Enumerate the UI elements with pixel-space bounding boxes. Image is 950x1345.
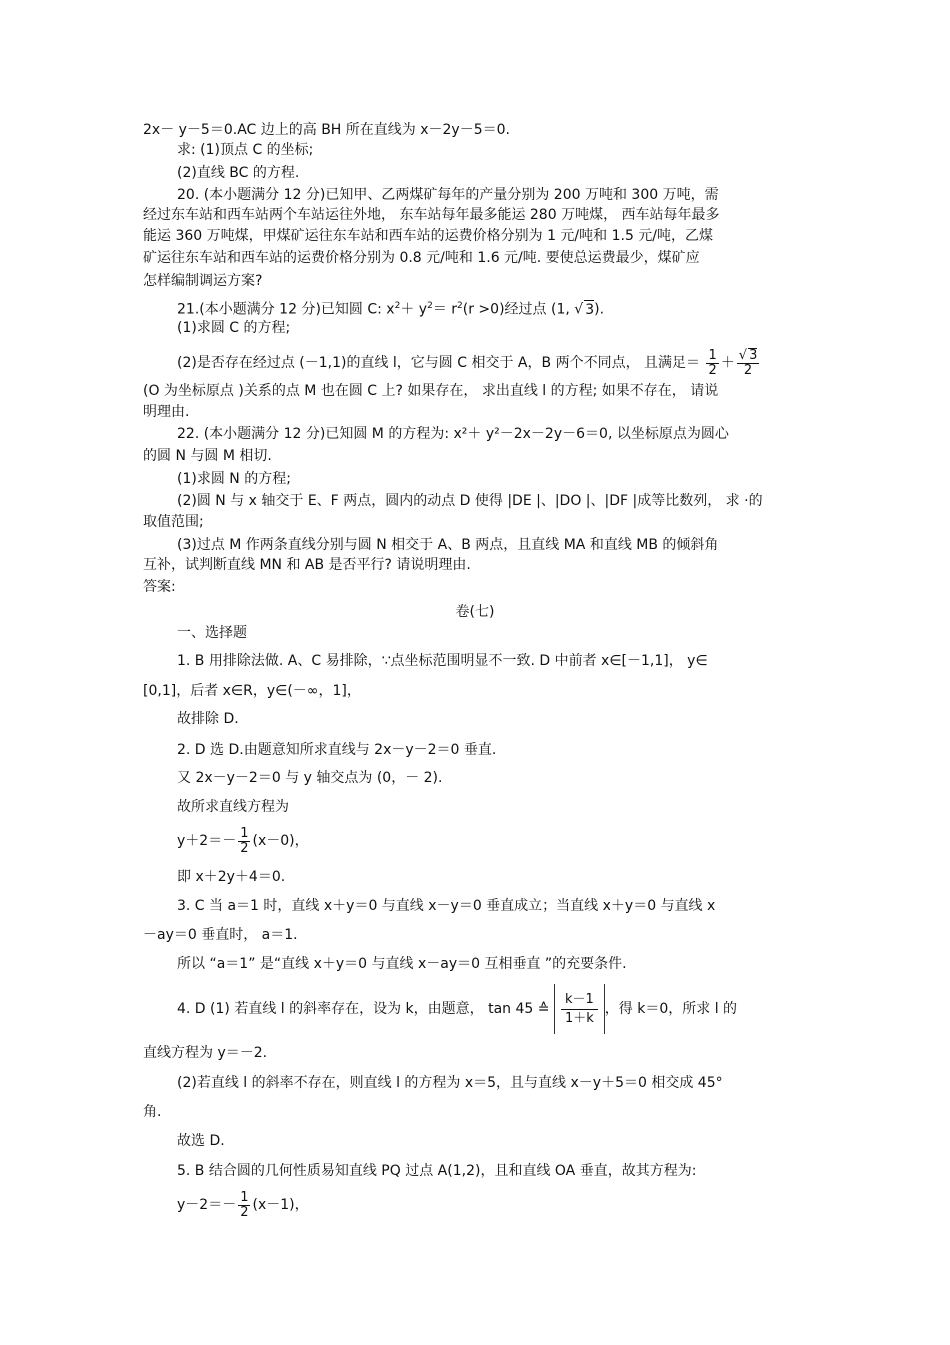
text-line: 明理由. bbox=[143, 404, 190, 420]
text-line: 2x－ y－5＝0.AC 边上的高 BH 所在直线为 x－2y－5＝0. bbox=[143, 122, 510, 138]
fraction bbox=[706, 349, 718, 378]
fraction-denominator: 2 bbox=[743, 363, 753, 378]
text-segment: (2)是否存在经过点 (－1,1)的直线 l，它与圆 C 相交于 A，B 两个不同点， 且满足＝ bbox=[177, 355, 701, 371]
text-line: (2)直线 BC 的方程. bbox=[177, 165, 300, 181]
text-line: 又 2x－y－2＝0 与 y 轴交点为 (0，－ 2). bbox=[177, 770, 443, 786]
text-line: [0,1]，后者 x∈R，y∈(－∞，1]， bbox=[143, 683, 361, 699]
fraction-numerator: 1 bbox=[240, 825, 249, 841]
equation bbox=[177, 826, 309, 856]
text-line: 3. C 当 a＝1 时，直线 x＋y＝0 与直线 x－y＝0 垂直成立；当直线 x＋y＝0 与直线 x bbox=[177, 898, 716, 914]
text-line: 即 x＋2y＋4＝0. bbox=[177, 869, 286, 885]
text-segment: ). bbox=[594, 301, 605, 318]
superscript: 2 bbox=[394, 301, 401, 311]
text-line: 直线方程为 y＝－2. bbox=[143, 1045, 268, 1061]
text-line: 怎样编制调运方案? bbox=[143, 273, 263, 289]
text-line: (O 为坐标原点 )关系的点 M 也在圆 C 上? 如果存在， 求出直线 l 的方程; 如果不存在， 请说 bbox=[143, 383, 719, 399]
section-title: 卷(七) bbox=[455, 604, 495, 620]
fraction-numerator: √ 3 bbox=[738, 348, 758, 363]
text-segment: (x－1)， bbox=[252, 1197, 309, 1213]
text-line: (2)若直线 l 的斜率不存在，则直线 l 的方程为 x＝5，且与直线 x－y＋5＝0 相交成 45° bbox=[177, 1075, 723, 1091]
fraction-denominator: 2 bbox=[240, 1204, 249, 1220]
equation bbox=[177, 984, 737, 1034]
fraction-denominator: 1＋k bbox=[564, 1010, 594, 1026]
equation bbox=[177, 1190, 309, 1220]
text-line: 互补，试判断直线 MN 和 AB 是否平行? 请说明理由. bbox=[143, 557, 471, 573]
superscript: 2 bbox=[427, 301, 433, 311]
fraction-numerator: 1 bbox=[708, 347, 717, 363]
text-line: 一、选择题 bbox=[177, 625, 247, 641]
text-segment: (x－0)， bbox=[252, 833, 309, 849]
text-segment: ，得 k＝0，所求 l 的 bbox=[604, 1001, 738, 1017]
text-segment: 4. D (1) 若直线 l 的斜率存在，设为 k，由题意， tan 45 ≙ bbox=[177, 1001, 550, 1017]
text-line: 2. D 选 D.由题意知所求直线与 2x－y－2＝0 垂直. bbox=[177, 742, 497, 758]
text-line: 矿运往东车站和西车站的运费价格分别为 0.8 元/吨和 1.6 元/吨. 要使总运费最少，煤矿应 bbox=[143, 250, 700, 266]
fraction bbox=[238, 827, 250, 856]
text-segment: ＝ r bbox=[432, 301, 458, 318]
text-line: 1. B 用排除法做. A、C 易排除，∵点坐标范围明显不一致. D 中前者 x∈[－1,1]， y∈ bbox=[177, 653, 708, 669]
fraction bbox=[238, 1191, 250, 1220]
text-line: 20. (本小题满分 12 分)已知甲、乙两煤矿每年的产量分别为 200 万吨和 300 万吨，需 bbox=[177, 187, 719, 203]
text-line: －ay＝0 垂直时， a＝1. bbox=[143, 927, 298, 943]
q21-line1: 21.(本小题满分 12 分)已知圆 C: $x^2+ y^2= r^2(r >0)$经过点 (1, √ 3). bbox=[177, 301, 605, 318]
text-line: 能运 360 万吨煤，甲煤矿运往东车站和西车站的运费价格分别为 1 元/吨和 1.5 元/吨，乙煤 bbox=[143, 228, 714, 244]
text-segment: ＋ y bbox=[400, 301, 428, 318]
text-line: 故所求直线方程为 bbox=[177, 799, 289, 815]
text-line: 经过东车站和西车站两个车站运往外地， 东车站每年最多能运 280 万吨煤， 西车站每年最多 bbox=[143, 207, 720, 223]
sqrt-value: 3 bbox=[749, 348, 758, 363]
fraction bbox=[737, 348, 760, 378]
text-line: 求: (1)顶点 C 的坐标; bbox=[177, 142, 314, 158]
text-line: 角. bbox=[143, 1104, 162, 1120]
text-segment: 21.(本小题满分 12 分)已知圆 C: x bbox=[177, 301, 395, 318]
fraction bbox=[561, 991, 598, 1028]
text-segment: y－2＝－ bbox=[177, 1197, 237, 1213]
fraction-numerator: 1 bbox=[240, 1189, 249, 1205]
text-line: 故排除 D. bbox=[177, 711, 239, 727]
text-line: 22. (本小题满分 12 分)已知圆 M 的方程为: x²＋ y²－2x－2y－6＝0, 以坐标原点为圆心 bbox=[177, 426, 729, 442]
text-segment: (r >0)经过点 (1, bbox=[462, 301, 570, 318]
text-line: (2)圆 N 与 x 轴交于 E、F 两点，圆内的动点 D 使得 |DE |、|DO |、|DF |成等比数列， 求 ·的 bbox=[177, 493, 763, 509]
text-line: (1)求圆 C 的方程; bbox=[177, 320, 291, 336]
fraction-numerator: k－1 bbox=[561, 991, 598, 1010]
absolute-value bbox=[554, 984, 605, 1034]
fraction-denominator: 2 bbox=[708, 362, 717, 378]
text-segment: y＋2＝－ bbox=[177, 833, 237, 849]
text-line: 的圆 N 与圆 M 相切. bbox=[143, 448, 272, 464]
superscript: 2 bbox=[457, 301, 463, 311]
q21-line3 bbox=[177, 348, 761, 378]
text-line: 所以 “a＝1” 是“直线 x＋y＝0 与直线 x－ay＝0 互相垂直 ”的充要条件. bbox=[177, 956, 627, 972]
text-line: (1)求圆 N 的方程; bbox=[177, 471, 291, 487]
text-line: 5. B 结合圆的几何性质易知直线 PQ 过点 A(1,2)，且和直线 OA 垂直，故其方程为: bbox=[177, 1163, 697, 1179]
text-line: 故选 D. bbox=[177, 1133, 225, 1149]
sqrt-value: 3 bbox=[585, 301, 595, 318]
text-line: 取值范围; bbox=[143, 514, 204, 530]
plus-sign: ＋ bbox=[720, 355, 735, 371]
fraction-denominator: 2 bbox=[240, 840, 249, 856]
text-line: (3)过点 M 作两条直线分别与圆 N 相交于 A、B 两点，且直线 MA 和直线 MB 的倾斜角 bbox=[177, 537, 719, 553]
text-line: 答案: bbox=[143, 579, 176, 595]
